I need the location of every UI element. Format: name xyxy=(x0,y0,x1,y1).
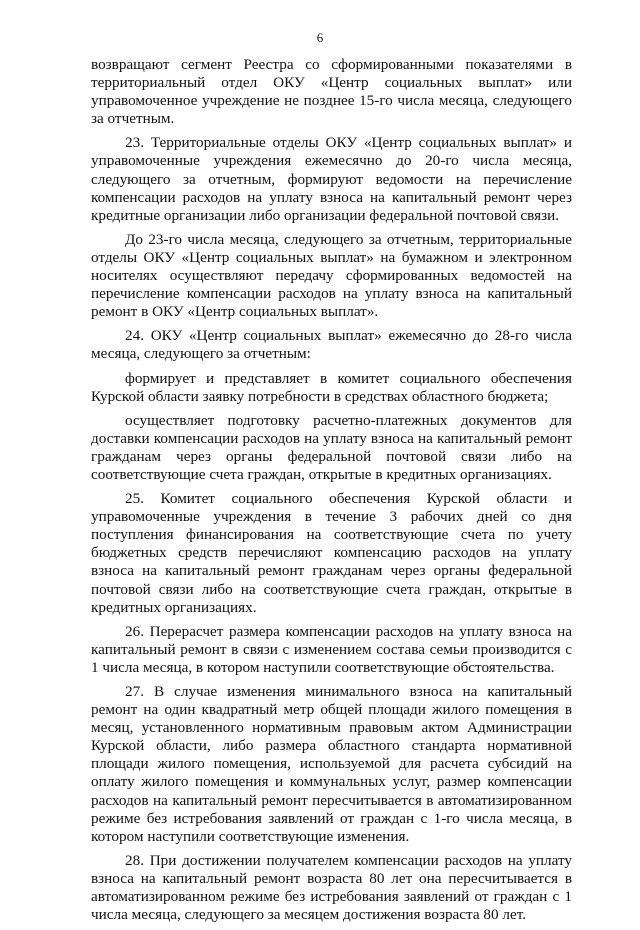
paragraph-item-23-transfer: До 23-го числа месяца, следующего за отчетным, территориальные отделы ОКУ «Центр социальных выплат» на бумажном и электронном носителях осуществляют передачу сформированных ведомостей на перечисление компенсации расходов на уплату взноса на капитальный ремонт в ОКУ «Центр социальных выплат». xyxy=(91,230,572,321)
paragraph-item-25: 25. Комитет социального обеспечения Курской области и управомоченные учреждения в течение 3 рабочих дней со дня поступления финансирования на соответствующие счета по учету бюджетных средств перечисляют компенсацию расходов на уплату взноса на капитальный ремонт гражданам через органы федеральной почтовой связи либо на соответствующие счета граждан, открытые в кредитных организациях. xyxy=(91,490,572,616)
paragraph-item-24: 24. ОКУ «Центр социальных выплат» ежемесячно до 28-го числа месяца, следующего за отчетным: xyxy=(91,327,572,363)
paragraph-item-26: 26. Перерасчет размера компенсации расходов на уплату взноса на капитальный ремонт в связи с изменением состава семьи производится с 1 числа месяца, в котором наступили соответствующие обстоятельства. xyxy=(91,622,572,676)
paragraph-item-24-documents: осуществляет подготовку расчетно-платежных документов для доставки компенсации расходов на уплату взноса на капитальный ремонт гражданам через органы федеральной почтовой связи либо на соответствующие счета граждан, открытые в кредитных организациях. xyxy=(91,411,572,483)
document-body xyxy=(91,56,572,930)
paragraph-item-28: 28. При достижении получателем компенсации расходов на уплату взноса на капитальный ремонт возраста 80 лет она пересчитывается в автоматизированном режиме без истребования заявлений от граждан с 1 числа месяца, следующего за месяцем достижения возраста 80 лет. xyxy=(91,851,572,924)
paragraph-continuation: возвращают сегмент Реестра со сформированными показателями в территориальный отдел ОКУ «Центр социальных выплат» или управомоченное учреждение не позднее 15-го числа месяца, следующего за отчетным. xyxy=(91,56,572,128)
page-number: 6 xyxy=(316,30,324,45)
paragraph-item-23: 23. Территориальные отделы ОКУ «Центр социальных выплат» и управомоченные учреждения ежемесячно до 20-го числа месяца, следующего за отчетным, формируют ведомости на перечисление компенсации расходов на уплату взноса на капитальный ремонт через кредитные организации либо организации федеральной почтовой связи. xyxy=(91,134,572,224)
paragraph-item-24-request: формирует и представляет в комитет социального обеспечения Курской области заявку потребности в средствах областного бюджета; xyxy=(91,369,572,405)
paragraph-item-27: 27. В случае изменения минимального взноса на капитальный ремонт на один квадратный метр общей площади жилого помещения в месяц, установленного нормативным правовым актом Администрации Курской области, либо размера областного стандарта нормативной площади жилого помещения, используемой для расчета субсидий на оплату жилого помещения и коммунальных услуг, размер компенсации расходов на капитальный ремонт пересчитывается в автоматизированном режиме без истребования заявлений от граждан с 1-го числа месяца, в котором наступили соответствующие изменения. xyxy=(91,683,572,845)
